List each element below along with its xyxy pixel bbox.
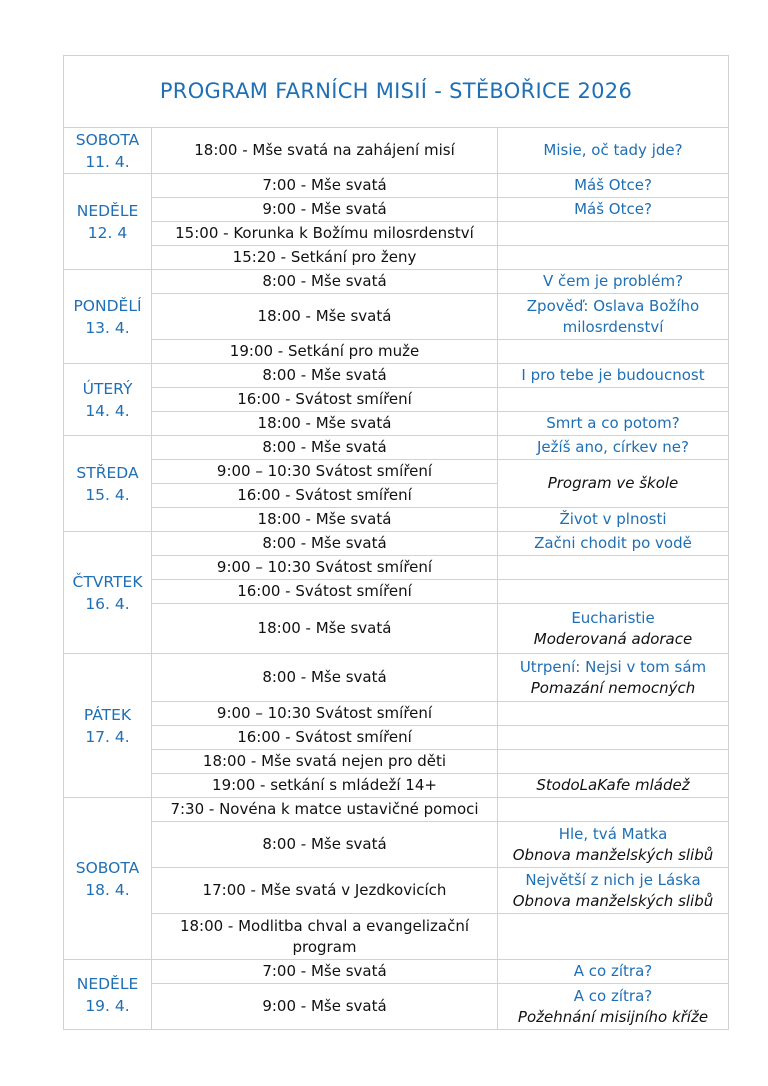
day-cell (64, 364, 152, 436)
day-date: 11. 4. (85, 152, 130, 171)
topic-cell (498, 822, 729, 868)
day-cell (64, 532, 152, 654)
topic-title: Eucharistie (571, 608, 655, 627)
topic-title: Máš Otce? (574, 176, 652, 194)
topic-title: Hle, tvá Matka (558, 824, 668, 843)
day-cell (64, 654, 152, 798)
schedule-row (64, 412, 729, 436)
topic-title: Ježíš ano, církev ne? (537, 438, 689, 456)
day-cell (64, 798, 152, 960)
topic-cell (498, 702, 729, 726)
schedule-row (64, 532, 729, 556)
program-item: 17:00 - Mše svatá v Jezdkovicích (152, 868, 498, 914)
schedule-row (64, 556, 729, 580)
topic-cell (498, 198, 729, 222)
program-item: 15:00 - Korunka k Božímu milosrdenství (152, 222, 498, 246)
program-item: 8:00 - Mše svatá (152, 822, 498, 868)
schedule-row (64, 270, 729, 294)
topic-note: Obnova manželských slibů (512, 845, 714, 864)
program-item: 18:00 - Mše svatá (152, 294, 498, 340)
program-item: 8:00 - Mše svatá (152, 270, 498, 294)
day-date: 19. 4. (85, 996, 130, 1015)
topic-note: Pomazání nemocných (530, 678, 696, 697)
program-item: 8:00 - Mše svatá (152, 532, 498, 556)
program-item: 15:20 - Setkání pro ženy (152, 246, 498, 270)
topic-cell (498, 984, 729, 1030)
topic-title: A co zítra? (573, 962, 653, 980)
program-item: 7:00 - Mše svatá (152, 174, 498, 198)
program-item: 18:00 - Mše svatá nejen pro děti (152, 750, 498, 774)
schedule-row (64, 222, 729, 246)
schedule-row (64, 198, 729, 222)
topic-title: I pro tebe je budoucnost (521, 366, 705, 384)
day-name: ČTVRTEK (72, 572, 143, 591)
topic-cell (498, 388, 729, 412)
program-item: 9:00 – 10:30 Svátost smíření (152, 460, 498, 484)
day-cell (64, 270, 152, 364)
topic-cell (498, 532, 729, 556)
topic-cell (498, 128, 729, 174)
topic-cell (498, 774, 729, 798)
program-item: 9:00 - Mše svatá (152, 984, 498, 1030)
topic-cell (498, 868, 729, 914)
schedule-row (64, 822, 729, 868)
program-item: 16:00 - Svátost smíření (152, 726, 498, 750)
topic-cell (498, 654, 729, 702)
schedule-row (64, 508, 729, 532)
topic-cell (498, 340, 729, 364)
topic-title: Smrt a co potom? (546, 414, 680, 432)
program-item: 19:00 - setkání s mládeží 14+ (152, 774, 498, 798)
day-cell (64, 436, 152, 532)
topic-cell (498, 294, 729, 340)
program-item: 9:00 - Mše svatá (152, 198, 498, 222)
schedule-row (64, 750, 729, 774)
schedule-row (64, 460, 729, 484)
topic-cell (498, 960, 729, 984)
day-name: SOBOTA (75, 858, 140, 877)
topic-note: Moderovaná adorace (533, 629, 693, 648)
program-item: 16:00 - Svátost smíření (152, 580, 498, 604)
program-item: 9:00 – 10:30 Svátost smíření (152, 556, 498, 580)
day-date: 17. 4. (85, 727, 130, 746)
day-name: NEDĚLE (76, 201, 139, 220)
schedule-row (64, 128, 729, 174)
day-cell (64, 174, 152, 270)
program-item: 8:00 - Mše svatá (152, 364, 498, 388)
topic-cell (498, 270, 729, 294)
schedule-row (64, 702, 729, 726)
day-name: STŘEDA (76, 463, 139, 482)
program-item: 16:00 - Svátost smíření (152, 388, 498, 412)
day-name: SOBOTA (75, 130, 140, 149)
topic-title: Máš Otce? (574, 200, 652, 218)
topic-title: Největší z nich je Láska (525, 870, 701, 889)
day-date: 15. 4. (85, 485, 130, 504)
schedule-row (64, 654, 729, 702)
program-item: 19:00 - Setkání pro muže (152, 340, 498, 364)
topic-cell (498, 460, 729, 508)
schedule-row (64, 294, 729, 340)
topic-title: Začni chodit po vodě (534, 534, 692, 552)
day-name: PONDĚLÍ (73, 296, 142, 315)
schedule-row (64, 580, 729, 604)
topic-cell (498, 364, 729, 388)
topic-note: Program ve škole (547, 474, 679, 492)
program-item: 18:00 - Mše svatá (152, 412, 498, 436)
schedule-row (64, 726, 729, 750)
day-name: NEDĚLE (76, 974, 139, 993)
topic-cell (498, 508, 729, 532)
topic-cell (498, 222, 729, 246)
schedule-row (64, 960, 729, 984)
schedule-row (64, 364, 729, 388)
topic-note: Obnova manželských slibů (512, 891, 714, 910)
day-cell (64, 128, 152, 174)
topic-cell (498, 556, 729, 580)
topic-cell (498, 436, 729, 460)
schedule-row (64, 388, 729, 412)
schedule-row (64, 868, 729, 914)
schedule-row (64, 174, 729, 198)
day-date: 18. 4. (85, 880, 130, 899)
day-name: ÚTERÝ (82, 379, 133, 398)
day-date: 14. 4. (85, 401, 130, 420)
schedule-row (64, 984, 729, 1030)
topic-title: Misie, oč tady jde? (543, 141, 683, 159)
program-item: 7:00 - Mše svatá (152, 960, 498, 984)
program-item: 9:00 – 10:30 Svátost smíření (152, 702, 498, 726)
schedule-row (64, 604, 729, 654)
topic-title: V čem je problém? (542, 272, 684, 290)
day-date: 13. 4. (85, 318, 130, 337)
topic-title: A co zítra? (573, 986, 653, 1005)
topic-title: Život v plnosti (559, 510, 667, 528)
topic-note: Požehnání misijního kříže (517, 1007, 709, 1026)
topic-title: Utrpení: Nejsi v tom sám (519, 657, 707, 676)
topic-cell (498, 750, 729, 774)
schedule-row (64, 914, 729, 960)
schedule-row (64, 436, 729, 460)
schedule-row (64, 340, 729, 364)
topic-cell (498, 580, 729, 604)
topic-cell (498, 726, 729, 750)
program-item: 18:00 - Mše svatá na zahájení misí (152, 128, 498, 174)
program-item: 7:30 - Novéna k matce ustavičné pomoci (152, 798, 498, 822)
day-date: 16. 4. (85, 594, 130, 613)
program-table (63, 55, 729, 1030)
day-date: 12. 4 (87, 223, 128, 242)
topic-note: StodoLaKafe mládež (536, 776, 690, 794)
program-item: 18:00 - Mše svatá (152, 604, 498, 654)
topic-title: Zpověď: Oslava Božího milosrdenství (526, 296, 700, 336)
topic-cell (498, 246, 729, 270)
program-item: 8:00 - Mše svatá (152, 654, 498, 702)
schedule-row (64, 246, 729, 270)
day-name: PÁTEK (83, 705, 132, 724)
program-item: 8:00 - Mše svatá (152, 436, 498, 460)
topic-cell (498, 174, 729, 198)
program-item: 18:00 - Mše svatá (152, 508, 498, 532)
program-item: 18:00 - Modlitba chval a evangelizační program (152, 914, 498, 960)
topic-cell (498, 798, 729, 822)
program-sheet (63, 55, 728, 1030)
topic-cell (498, 412, 729, 436)
program-item: 16:00 - Svátost smíření (152, 484, 498, 508)
day-cell (64, 960, 152, 1030)
schedule-row (64, 774, 729, 798)
schedule-row (64, 798, 729, 822)
page-title: PROGRAM FARNÍCH MISIÍ - STĚBOŘICE 2026 (64, 56, 729, 128)
topic-cell (498, 604, 729, 654)
topic-cell (498, 914, 729, 960)
